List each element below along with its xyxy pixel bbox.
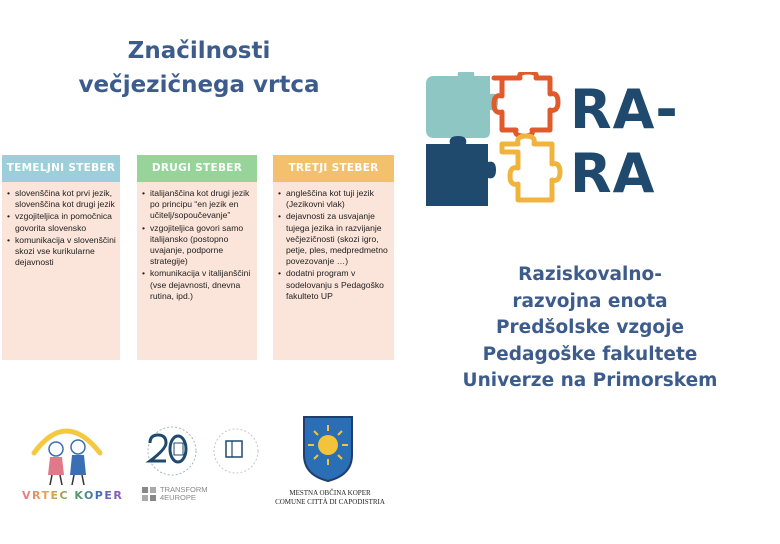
subtitle-line: Univerze na Primorskem bbox=[462, 370, 718, 391]
subtitle-line: Pedagoške fakultete bbox=[482, 343, 698, 365]
university-anniversary-logo-icon bbox=[136, 421, 206, 481]
title-line-2: večjezičnega vrtca bbox=[78, 72, 320, 98]
logo-text: RA-RA bbox=[570, 78, 679, 205]
pillar-list bbox=[137, 182, 257, 302]
vrtec-koper-text: VRTEC KOPER bbox=[22, 489, 124, 502]
subtitle-line: razvojna enota bbox=[512, 290, 668, 312]
transform-line-1: TRANSFORM bbox=[160, 485, 208, 494]
list-item: • vzgojiteljica in pomočnica govorita slovensko bbox=[7, 211, 116, 233]
partner-logos bbox=[0, 405, 420, 515]
subtitle-line: Predšolske vzgoje bbox=[495, 317, 684, 338]
list-item: • vzgojiteljica govori samo italijansko (postopno uvajanje, podporne strategije) bbox=[142, 223, 253, 268]
unit-description bbox=[420, 262, 760, 395]
vrtec-koper-label bbox=[22, 489, 123, 502]
pillars-section bbox=[0, 155, 400, 360]
pedagogical-faculty-logo-icon bbox=[212, 421, 262, 481]
page-title bbox=[40, 34, 358, 102]
municipality-label bbox=[255, 489, 405, 506]
municipality-line-2: COMUNE CITTÀ DI CAPODISTRIA bbox=[275, 497, 385, 506]
pillar-third bbox=[273, 155, 394, 360]
pillar-list bbox=[2, 182, 120, 268]
list-item: • slovenščina kot prvi jezik, slovenščina kot drugi jezik bbox=[7, 188, 116, 210]
municipality-line-1: MESTNA OBČINA KOPER bbox=[289, 489, 371, 497]
pillar-foundation bbox=[2, 155, 120, 360]
subtitle-line: Raziskovalno- bbox=[518, 264, 662, 285]
pillar-header: TEMELJNI STEBER bbox=[2, 155, 120, 182]
list-item: • italijanščina kot drugi jezik po principu “en jezik en učitelj/sopoučevanje” bbox=[142, 188, 253, 222]
list-item: • dejavnosti za usvajanje tujega jezika in razvijanje večjezičnosti (skozi igro, petje, ples, medpredmetno povezovanje …) bbox=[278, 211, 390, 267]
ra-ra-logo bbox=[422, 72, 762, 212]
pillar-list bbox=[273, 182, 394, 302]
title-line-1: Značilnosti bbox=[127, 38, 271, 64]
list-item: • komunikacija v italijanščini (vse dejavnosti, dnevna rutina, ipd.) bbox=[142, 268, 253, 302]
list-item: • dodatni program v sodelovanju s Pedagoško fakulteto UP bbox=[278, 268, 390, 302]
transform-logo-icon bbox=[142, 487, 156, 501]
pillar-header: DRUGI STEBER bbox=[137, 155, 257, 182]
puzzle-logo-icon bbox=[422, 72, 572, 212]
koper-coat-of-arms-icon bbox=[302, 415, 354, 483]
list-item: • komunikacija v slovenščini skozi vse kurikularne dejavnosti bbox=[7, 235, 116, 269]
transform-line-2: 4EUROPE bbox=[160, 493, 196, 502]
list-item: • angleščina kot tuji jezik (Jezikovni vlak) bbox=[278, 188, 390, 210]
transform-label bbox=[160, 486, 208, 502]
vrtec-koper-logo-icon bbox=[28, 413, 108, 489]
pillar-header: TRETJI STEBER bbox=[273, 155, 394, 182]
pillar-second bbox=[137, 155, 257, 360]
